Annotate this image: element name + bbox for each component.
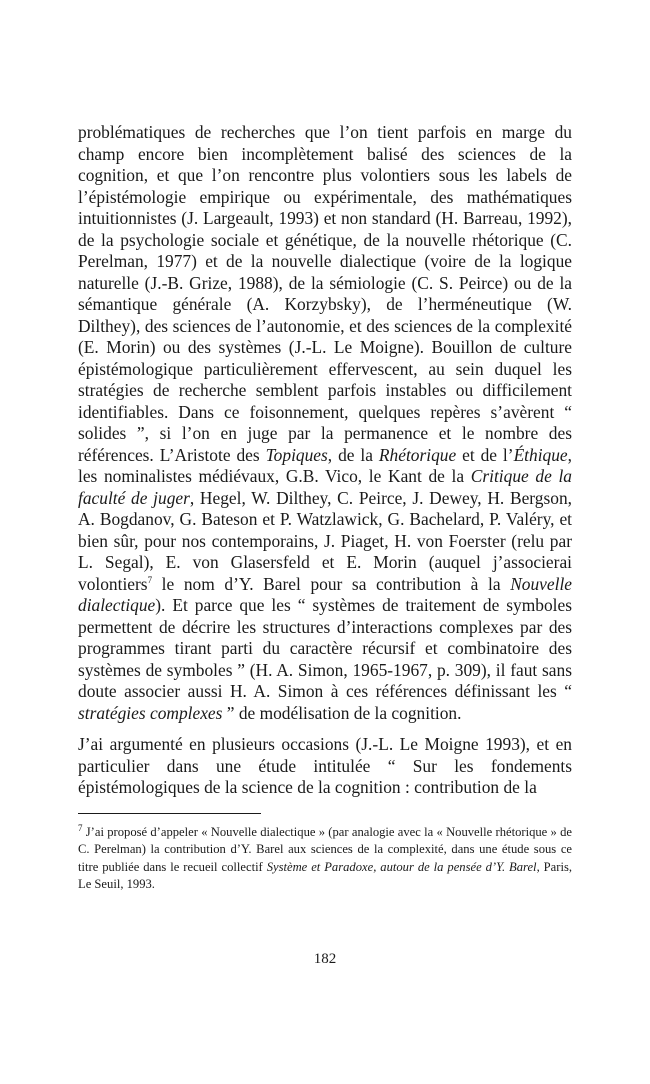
italic-book-title: Système et Paradoxe, autour de la pensée d’Y. Barel [266,859,537,874]
text-run: problématiques de recherches que l’on tient parfois en marge du champ encore bien incomplètement balisé des sciences de la cognition, et que l’on rencontre plus volontiers sous les labels de l’épistémologie empirique ou expérimentale, des mathématiques intuitionnistes (J. Largeault, 1993) et non standard (H. Barreau, 1992), de la psychologie sociale et génétique, de la nouvelle rhétorique (C. Perelman, 1977) et de la nouvelle dialectique (voire de la logique naturelle (J.-B. Grize, 1988), de la sémiologie (C. S. Peirce) ou de la sémantique générale (A. Korzybsky), de l’herméneutique (W. Dilthey), des sciences de l’autonomie, et des sciences de la complexité (E. Morin) ou des systèmes (J.-L. Le Moigne). Bouillon de culture épistémologique particulièrement effervescent, au sein duquel les stratégies de recherche semblent parfois instables ou difficilement identifiables. Dans ce foisonnement, quelques repères s’avèrent “ solides ”, si l’on en juge par la permanence et le nombre des références. L’Aristote des [78,122,572,465]
text-run: , de la [327,444,379,465]
italic-title-nouvelle-dialectique: Nouvelle dialectique [78,573,572,615]
italic-title-critique: Critique de la faculté de juger [78,466,572,508]
footnote-7 [78,824,572,894]
text-run: et de l’ [456,444,514,465]
footnote-reference[interactable]: 7 [147,574,153,585]
text-run: ” de modélisation de la cognition. [222,702,462,723]
italic-title-topiques: Topiques [265,444,328,465]
italic-title-ethique: Éthique [513,444,568,465]
body-paragraph-1 [78,122,572,724]
page-content [78,122,572,894]
footnote-divider [78,813,261,814]
text-run: , les nominalistes médiévaux, G.B. Vico, le Kant de la [78,444,573,486]
page-number: 182 [313,951,337,967]
text-run: J’ai proposé d’appeler « Nouvelle dialectique » (par analogie avec la « Nouvelle rhétorique » de C. Perelman) la contribution d’Y. Barel aux sciences de la complexité, dans une étude sous ce titre publiée dans le recueil collectif [78,824,572,874]
body-paragraph-2: J’ai argumenté en plusieurs occasions (J.-L. Le Moigne 1993), et en particulier dans une étude intitulée “ Sur les fondements épistémologiques de la science de la cognition : contribution de la [78,734,572,797]
footnote-number: 7 [78,822,83,833]
italic-title-rhetorique: Rhétorique [378,444,457,465]
text-run: , Paris, Le Seuil, 1993. [78,859,572,891]
text-run: , Hegel, W. Dilthey, C. Peirce, J. Dewey, H. Bergson, A. Bogdanov, G. Bateson et P. Watzlawick, G. Bachelard, P. Valéry, et bien sûr, pour nos contemporains, J. Piaget, H. von Foerster (relu par L. Segal), E. von Glasersfeld et E. Morin (auquel j’associerai volontiers [78,487,572,594]
text-run: le nom d’Y. Barel pour sa contribution à la [152,573,511,594]
text-run: ). Et parce que les “ systèmes de traitement de symboles permettent de décrire les structures d’interactions complexes par des programmes tirant parti du caractère récursif et combinatoire des systèmes de symboles ” (H. A. Simon, 1965-1967, p. 309), il faut sans doute associer aussi H. A. Simon à ces références définissant les “ [78,595,572,701]
italic-strategies-complexes: stratégies complexes [78,702,223,723]
